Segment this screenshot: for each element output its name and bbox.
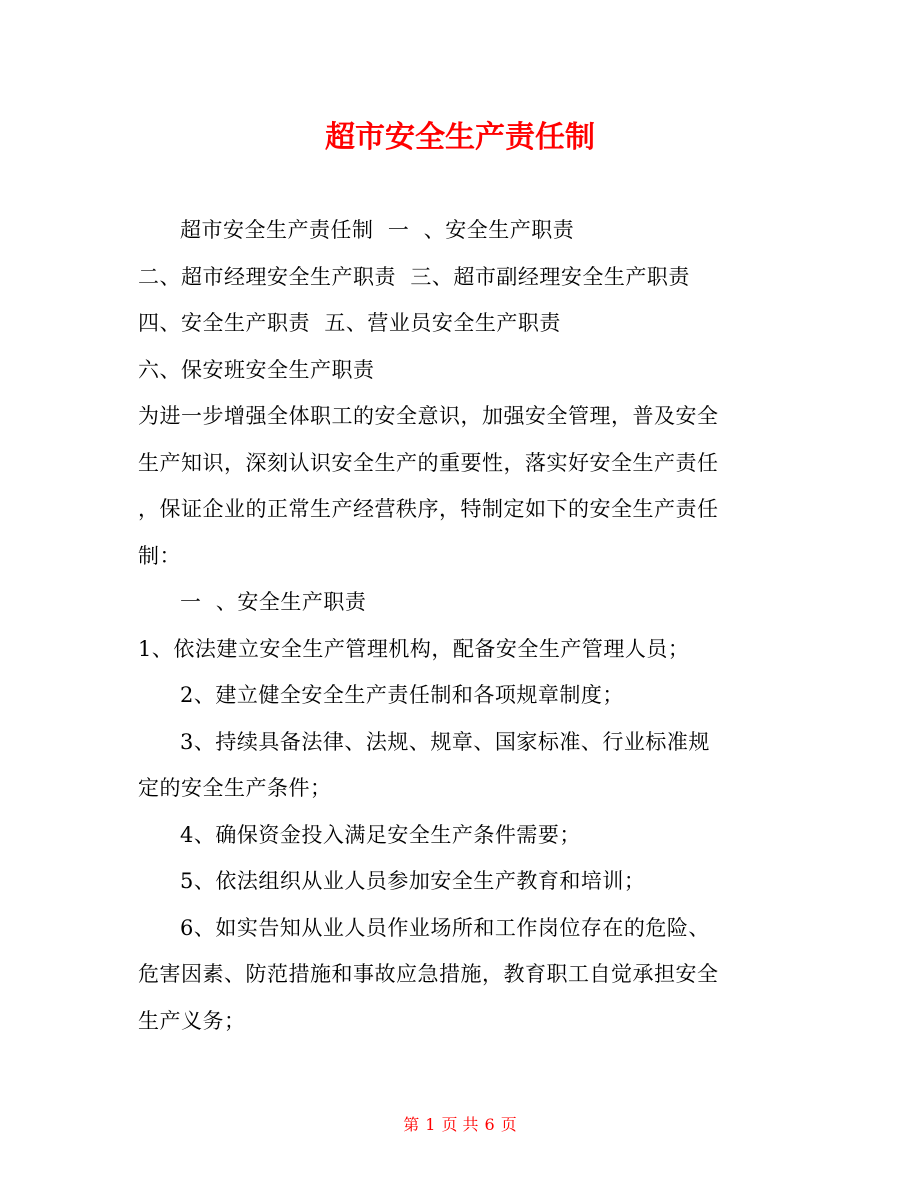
footer-suffix: 页	[500, 1115, 517, 1134]
list-item: 5、依法组织从业人员参加安全生产教育和培训；	[180, 869, 646, 893]
list-item-continuation: 危害因素、防范措施和事故应急措施，教育职工自觉承担安全	[138, 962, 719, 986]
list-item: 6、如实告知从业人员作业场所和工作岗位存在的危险、	[180, 915, 710, 940]
list-item: 2、建立健全安全生产责任制和各项规章制度；	[180, 683, 624, 707]
toc-line: 二、超市经理安全生产职责 三、超市副经理安全生产职责	[138, 264, 690, 289]
footer-page-total: 6	[484, 1115, 495, 1134]
list-item-continuation: 定的安全生产条件；	[138, 776, 332, 800]
toc-line: 超市安全生产责任制 一 、安全生产职责	[180, 218, 575, 242]
intro-paragraph-line: ，保证企业的正常生产经营秩序，特制定如下的安全生产责任	[138, 497, 719, 521]
footer-page-number: 1	[425, 1115, 436, 1134]
list-item-continuation: 生产义务；	[138, 1008, 246, 1033]
section-heading: 一 、安全生产职责	[180, 590, 367, 614]
list-item: 3、持续具备法律、法规、规章、国家标准、行业标准规	[180, 729, 710, 754]
page-footer	[0, 1113, 920, 1137]
toc-line: 六、保安班安全生产职责	[138, 357, 375, 382]
list-item: 1、依法建立安全生产管理机构，配备安全生产管理人员；	[138, 636, 690, 661]
intro-paragraph-line: 制：	[138, 543, 181, 568]
intro-paragraph-line: 生产知识，深刻认识安全生产的重要性，落实好安全生产责任	[138, 450, 719, 475]
footer-prefix: 第	[403, 1115, 420, 1134]
footer-mid: 页 共	[441, 1115, 479, 1134]
toc-line: 四、安全生产职责 五、营业员安全生产职责	[138, 311, 561, 335]
page-title: 超市安全生产责任制	[325, 120, 595, 155]
document-body	[138, 207, 788, 1044]
list-item: 4、确保资金投入满足安全生产条件需要；	[180, 822, 581, 847]
intro-paragraph-line: 为进一步增强全体职工的安全意识，加强安全管理，普及安全	[138, 404, 719, 428]
